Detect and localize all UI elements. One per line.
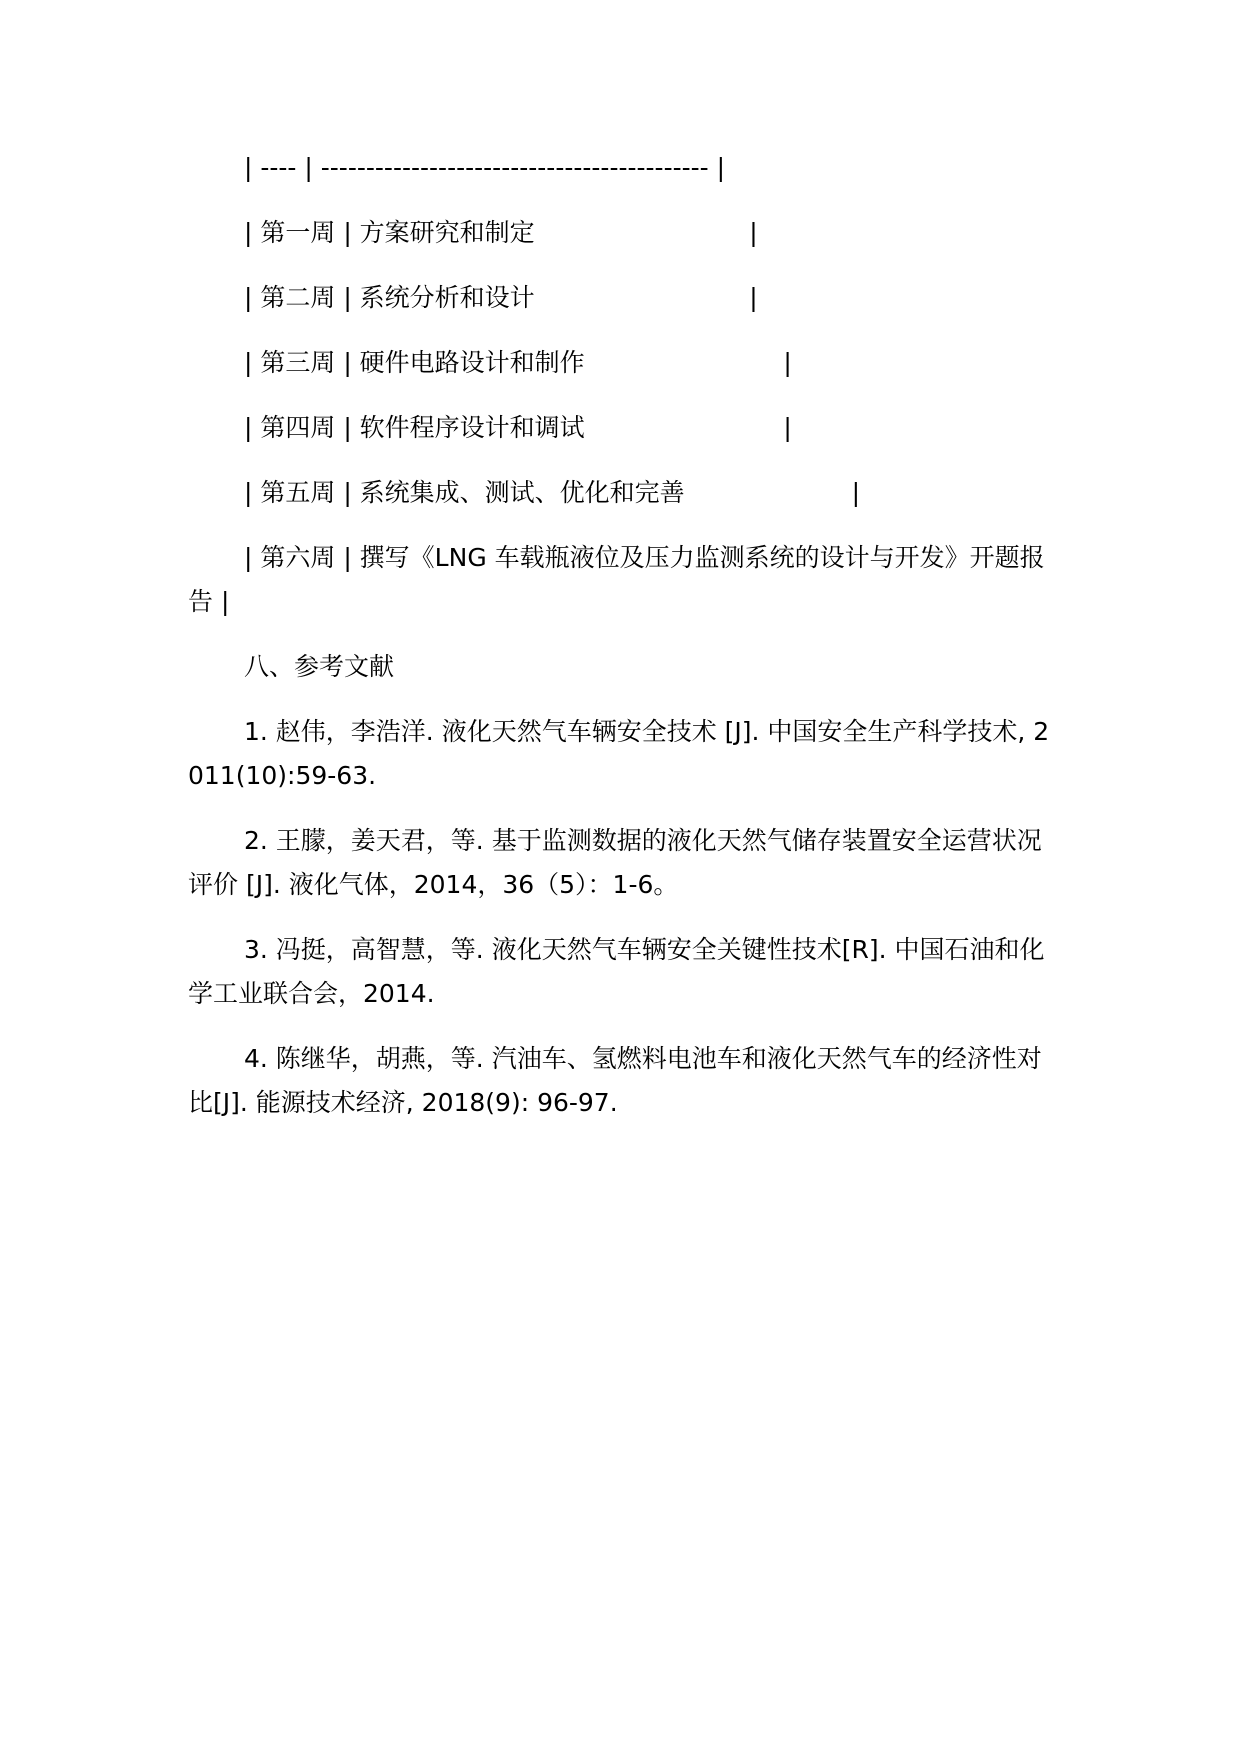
schedule-row-week-6: | 第六周 | 撰写《LNG 车载瓶液位及压力监测系统的设计与开发》开题报告 | [188,543,1045,616]
references-heading: 八、参考文献 [244,652,395,681]
schedule-row-week-2: | 第二周 | 系统分析和设计 | [244,283,758,312]
schedule-row-week-4: | 第四周 | 软件程序设计和调试 | [244,413,792,442]
page-content [188,146,1058,1146]
reference-item-3: 3. 冯挺，高智慧，等. 液化天然气车辆安全关键性技术[R]. 中国石油和化学工业联合会，2014. [188,935,1045,1008]
reference-item-2: 2. 王朦，姜天君，等. 基于监测数据的液化天然气储存装置安全运营状况评价 [J]. 液化气体，2014，36（5）：1-6。 [188,826,1042,899]
schedule-row-week-1: | 第一周 | 方案研究和制定 | [244,218,758,247]
schedule-row-week-3: | 第三周 | 硬件电路设计和制作 | [244,348,792,377]
schedule-row-week-5: | 第五周 | 系统集成、测试、优化和完善 | [244,478,860,507]
reference-item-4: 4. 陈继华，胡燕，等. 汽油车、氢燃料电池车和液化天然气车的经济性对比[J]. 能源技术经济, 2018(9): 96-97. [188,1044,1042,1117]
schedule-separator: | ---- | ------------------------------------------- | [244,153,726,182]
reference-item-1: 1. 赵伟，李浩洋. 液化天然气车辆安全技术 [J]. 中国安全生产科学技术, 2011(10):59-63. [188,717,1050,790]
